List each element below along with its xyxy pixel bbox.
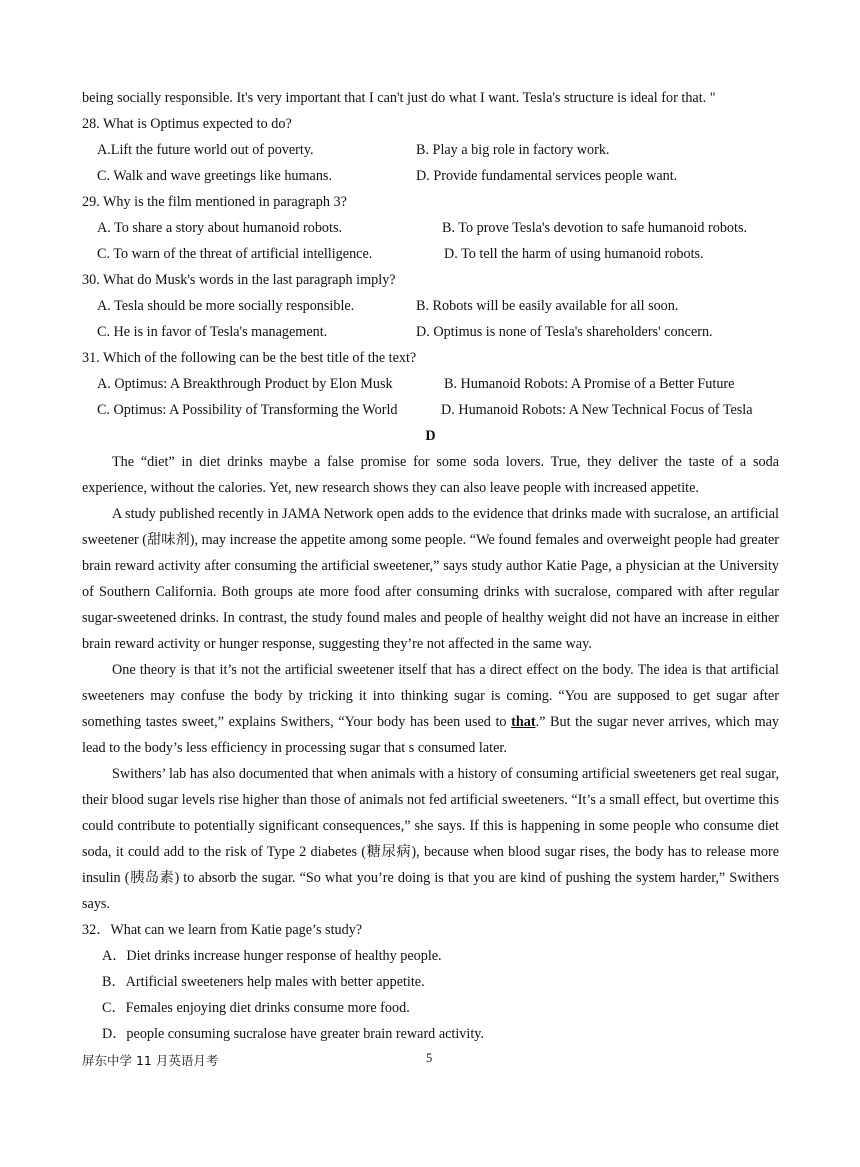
page-number: 5 — [426, 1051, 433, 1065]
option-c: C. Optimus: A Possibility of Transforming the World — [97, 402, 398, 418]
option-c: C. He is in favor of Tesla's management. — [97, 324, 328, 340]
paragraph-3-text-after: .” But the sugar never arrives, which may lead to the body’s less efficiency in processing sugar that s consumed later. — [82, 714, 779, 756]
option-c: C. To warn of the threat of artificial intelligence. — [97, 246, 373, 262]
option-b: B. Humanoid Robots: A Promise of a Better Future — [444, 376, 735, 392]
option-a: A. Tesla should be more socially responsible. — [97, 298, 355, 314]
option-d: D. Humanoid Robots: A New Technical Focus of Tesla — [441, 402, 753, 418]
passage-paragraph-2: A study published recently in JAMA Network open adds to the evidence that drinks made with sucralose, an artificial sweetener (甜味剂), may increase the appetite among some people. “We found females and overweight people had greater brain reward activity after consuming the artificial sweetener,” says study author Katie Page, a physician at the University of Southern California. Both groups ate more food after consuming drinks with sucralose, compared with after regular sugar-sweetened drinks. In contrast, the study found males and people of healthy weight did not have an increase in either brain reward activity or hunger response, suggesting they’re not affected in the same way. — [82, 506, 779, 652]
option-c: C. Walk and wave greetings like humans. — [97, 168, 333, 184]
option-a: A. To share a story about humanoid robots. — [97, 220, 343, 236]
question-32-option-b: B．Artificial sweeteners help males with better appetite. — [102, 974, 425, 990]
question-28-options-row-1 — [82, 137, 779, 163]
question-29-options-row-2 — [82, 241, 779, 267]
page-content — [82, 85, 779, 1047]
option-b: B. Robots will be easily available for all soon. — [416, 298, 679, 314]
option-d: D. To tell the harm of using humanoid robots. — [444, 246, 704, 262]
option-d: D. Optimus is none of Tesla's shareholders' concern. — [416, 324, 713, 340]
question-29-options-row-1 — [82, 215, 779, 241]
option-b: B. To prove Tesla's devotion to safe humanoid robots. — [442, 220, 748, 236]
question-30-stem: 30. What do Musk's words in the last paragraph imply? — [82, 272, 396, 288]
passage-paragraph-3 — [82, 657, 779, 761]
question-32-stem: 32．What can we learn from Katie page’s study? — [82, 922, 363, 938]
question-28-options-row-2 — [82, 163, 779, 189]
passage-paragraph-1: The “diet” in diet drinks maybe a false promise for some soda lovers. True, they deliver the taste of a soda experience, without the calories. Yet, new research shows they can also leave people with increased appetite. — [82, 454, 779, 496]
question-31-stem: 31. Which of the following can be the best title of the text? — [82, 350, 417, 366]
question-32-option-a: A．Diet drinks increase hunger response of healthy people. — [102, 948, 442, 964]
question-31-options-row-1 — [82, 371, 779, 397]
question-30-options-row-1 — [82, 293, 779, 319]
question-32-option-c: C．Females enjoying diet drinks consume more food. — [102, 1000, 410, 1016]
option-d: D. Provide fundamental services people want. — [416, 168, 678, 184]
paragraph-3-text-before: One theory is that it’s not the artificial sweetener itself that has a direct effect on the body. The idea is that artificial sweeteners may confuse the body by tricking it into thinking sugar is coming. “You are supposed to get sugar after something tastes sweet,” explains Swithers, “Your body has been used to — [82, 662, 779, 730]
underlined-word: that — [511, 714, 536, 730]
passage-paragraph-4: Swithers’ lab has also documented that when animals with a history of consuming artificial sweeteners get real sugar, their blood sugar levels rise higher than those of animals not fed artificial sweeteners. “It’s a small effect, but overtime this could contribute to potentially significant consequences,” she says. If this is happening in some people who consume diet soda, it could add to the risk of Type 2 diabetes (糖尿病), because when blood sugar rises, the body has to release more insulin (胰岛素) to absorb the sugar. “So what you’re doing is that you are kind of pushing the system harder,” Swithers says. — [82, 766, 779, 912]
question-28-stem: 28. What is Optimus expected to do? — [82, 116, 292, 132]
option-b: B. Play a big role in factory work. — [416, 142, 610, 158]
option-a: A. Optimus: A Breakthrough Product by Elon Musk — [97, 376, 393, 392]
option-a: A.Lift the future world out of poverty. — [97, 142, 314, 158]
continued-text-line: being socially responsible. It's very important that I can't just do what I want. Tesla's structure is ideal for that. " — [82, 90, 716, 106]
question-29-stem: 29. Why is the film mentioned in paragraph 3? — [82, 194, 347, 210]
footer-exam-title: 屏东中学 11 月英语月考 — [82, 1053, 219, 1068]
question-30-options-row-2 — [82, 319, 779, 345]
question-32-option-d: D．people consuming sucralose have greater brain reward activity. — [102, 1026, 484, 1042]
question-31-options-row-2 — [82, 397, 779, 423]
section-heading: D — [425, 428, 436, 444]
